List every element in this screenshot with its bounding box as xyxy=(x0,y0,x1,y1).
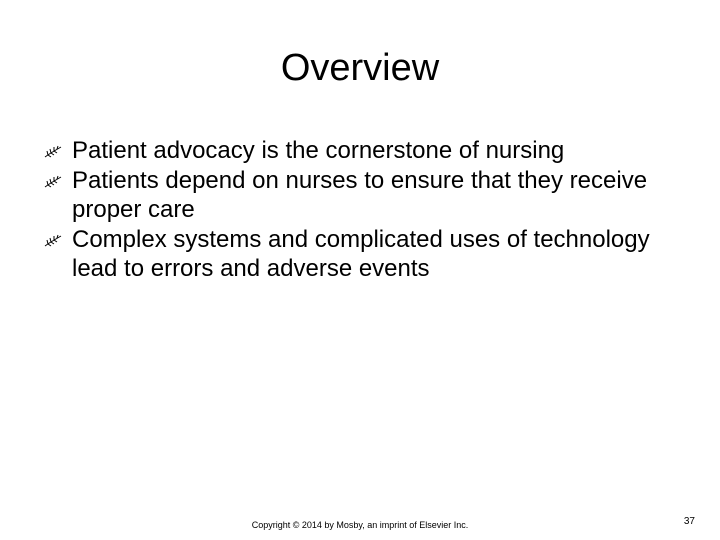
fern-leaf-icon xyxy=(44,234,62,248)
bullet-text: Patient advocacy is the cornerstone of nursing xyxy=(72,137,565,164)
bullet-item xyxy=(44,166,664,224)
fern-leaf-icon xyxy=(44,145,62,159)
fern-leaf-icon xyxy=(44,175,62,189)
bullet-text: Complex systems and complicated uses of technology lead to errors and adverse events xyxy=(72,226,650,282)
slide-title: Overview xyxy=(280,47,440,89)
page-number: 37 xyxy=(683,516,695,527)
bullet-item xyxy=(44,136,664,165)
bullet-list xyxy=(44,136,664,284)
footer-copyright: Copyright © 2014 by Mosby, an imprint of Elsevier Inc. xyxy=(251,520,469,530)
bullet-item xyxy=(44,225,664,283)
bullet-text: Patients depend on nurses to ensure that they receive proper care xyxy=(72,167,648,223)
